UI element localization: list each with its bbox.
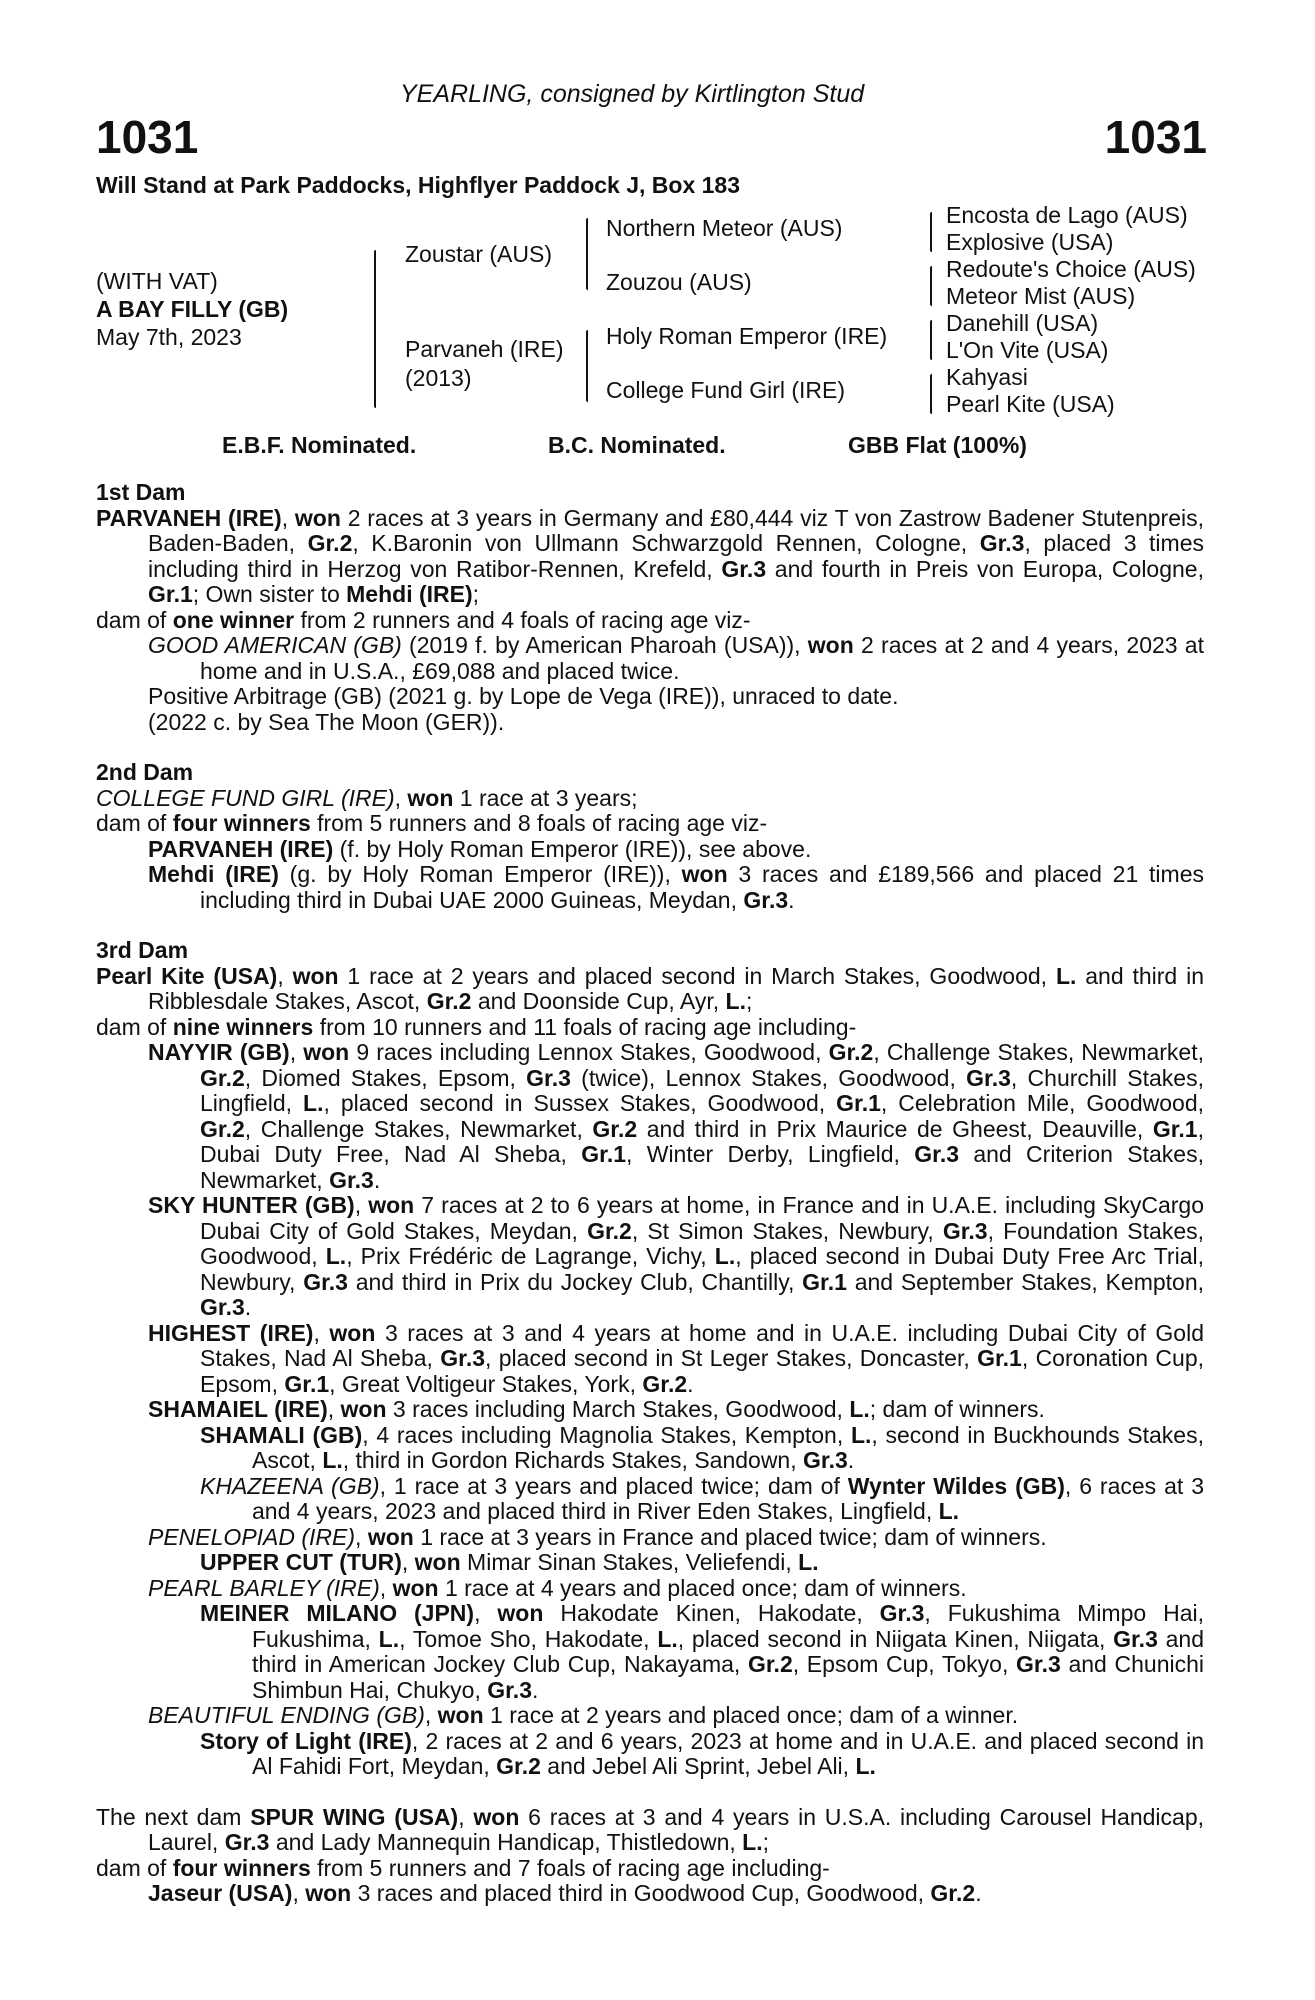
dam3-produce-summary: dam of nine winners from 10 runners and 11 foals of racing age including- [96, 1013, 857, 1040]
foaling-date: May 7th, 2023 [96, 324, 242, 350]
dam3-heading: 3rd Dam [96, 937, 189, 963]
grandparent-6: L'On Vite (USA) [946, 337, 1109, 363]
next-dam-produce-summary: dam of four winners from 5 runners and 7 foals of racing age including- [96, 1854, 830, 1881]
grandparent-4: Meteor Mist (AUS) [946, 283, 1136, 309]
dam-dam: College Fund Girl (IRE) [606, 377, 846, 403]
brace-main [374, 250, 376, 408]
dam3-produce-4: SHAMAIEL (IRE), won 3 races including March Stakes, Goodwood, L.; dam of winners. [148, 1396, 1045, 1422]
dam3-record: Pearl Kite (USA), won 1 race at 2 years and placed second in March Stakes, Goodwood, L. and third in Ribblesdale Stakes, Ascot, Gr.2 and Doonside Cup, Ayr, L.; [96, 962, 1204, 1014]
dam3-produce-2: SKY HUNTER (GB), won 7 races at 2 to 6 years at home, in France and in U.A.E. including SkyCargo Dubai City of Gold Stakes, Meydan, Gr.2, St Simon Stakes, Newbury, Gr.3, Foundation Stakes, Goodwood, L., Prix Frédéric de Lagrange, Vichy, L., placed second in Dubai Duty Free Arc Trial, Newbury, Gr.3 and third in Prix du Jockey Club, Chantilly, Gr.1 and September Stakes, Kempton, Gr.3. [148, 1192, 1205, 1320]
next-dam-record: The next dam SPUR WING (USA), won 6 races at 3 and 4 years in U.S.A. including Carousel Handicap, Laurel, Gr.3 and Lady Mannequin Handicap, Thistledown, L.; [96, 1803, 1205, 1855]
dam2-record: COLLEGE FUND GIRL (IRE), won 1 race at 3 years; [96, 784, 638, 811]
dam3-grandproduce-3: UPPER CUT (TUR), won Mimar Sinan Stakes, Veliefendi, L. [200, 1549, 819, 1575]
brace-g12 [930, 212, 932, 252]
grandparent-8: Pearl Kite (USA) [946, 391, 1115, 417]
dam3-grandproduce-5: Story of Light (IRE), 2 races at 2 and 6 years, 2023 at home and in U.A.E. and placed second in Al Fahidi Fort, Meydan, Gr.2 and Jebel Ali Sprint, Jebel Ali, L. [200, 1727, 1204, 1779]
dam1-heading: 1st Dam [96, 479, 186, 505]
lot-number-left: 1031 [96, 111, 199, 163]
brace-g34 [930, 266, 932, 306]
sire-dam: Zouzou (AUS) [606, 269, 752, 295]
dam2-heading: 2nd Dam [96, 759, 194, 785]
brace-dam [586, 330, 588, 402]
bc-nomination: B.C. Nominated. [548, 432, 726, 458]
dam1-record: PARVANEH (IRE), won 2 races at 3 years in Germany and £80,444 viz T von Zastrow Badener Stutenpreis, Baden-Baden, Gr.2, K.Baronin von Ullmann Schwarzgold Rennen, Cologne, Gr.3, placed 3 times including third in Herzog von Ratibor-Rennen, Krefeld, Gr.3 and fourth in Preis von Europa, Cologne, Gr.1; Own sister to Mehdi (IRE); [96, 504, 1204, 607]
dam2-produce-1: PARVANEH (IRE) (f. by Holy Roman Emperor (IRE)), see above. [148, 835, 812, 862]
grandparent-7: Kahyasi [946, 364, 1028, 390]
grandparent-2: Explosive (USA) [946, 229, 1114, 255]
dam1-produce-1: GOOD AMERICAN (GB) (2019 f. by American Pharoah (USA)), won 2 races at 2 and 4 years, 2023 at home and in U.S.A., £69,088 and placed twice. [148, 632, 1204, 684]
grandparent-5: Danehill (USA) [946, 310, 1099, 336]
dam3-grandproduce-2: KHAZEENA (GB), 1 race at 3 years and placed twice; dam of Wynter Wildes (GB), 6 races at 3 and 4 years, 2023 and placed third in River Eden Stakes, Lingfield, L. [200, 1472, 1204, 1524]
stand-location: Will Stand at Park Paddocks, Highflyer Paddock J, Box 183 [96, 172, 740, 198]
brace-g56 [930, 320, 932, 360]
brace-g78 [930, 374, 932, 414]
lot-number-right: 1031 [1104, 111, 1207, 163]
dam3-grandproduce-4: MEINER MILANO (JPN), won Hakodate Kinen, Hakodate, Gr.3, Fukushima Mimpo Hai, Fukushima, L., Tomoe Sho, Hakodate, L., placed second in Niigata Kinen, Niigata, Gr.3 and third in American Jockey Club Cup, Nakayama, Gr.2, Epsom Cup, Tokyo, Gr.3 and Chunichi Shimbun Hai, Chukyo, Gr.3. [200, 1600, 1205, 1703]
dam3-produce-6: PEARL BARLEY (IRE), won 1 race at 4 years and placed once; dam of winners. [148, 1574, 967, 1601]
dam2-produce-2: Mehdi (IRE) (g. by Holy Roman Emperor (IRE)), won 3 races and £189,566 and placed 21 times including third in Dubai UAE 2000 Guineas, Meydan, Gr.3. [148, 861, 1204, 913]
dam1-produce-2: Positive Arbitrage (GB) (2021 g. by Lope de Vega (IRE)), unraced to date. [148, 683, 899, 709]
dam-year: (2013) [405, 365, 472, 391]
ebf-nomination: E.B.F. Nominated. [222, 432, 417, 458]
horse-name: A BAY FILLY (GB) [96, 296, 289, 322]
dam3-produce-5: PENELOPIAD (IRE), won 1 race at 3 years in France and placed twice; dam of winners. [148, 1523, 1047, 1550]
dam3-produce-1: NAYYIR (GB), won 9 races including Lennox Stakes, Goodwood, Gr.2, Challenge Stakes, Newmarket, Gr.2, Diomed Stakes, Epsom, Gr.3 (twice), Lennox Stakes, Goodwood, Gr.3, Churchill Stakes, Lingfield, L., placed second in Sussex Stakes, Goodwood, Gr.1, Celebration Mile, Goodwood, Gr.2, Challenge Stakes, Newmarket, Gr.2 and third in Prix Maurice de Gheest, Deauville, Gr.1, Dubai Duty Free, Nad Al Sheba, Gr.1, Winter Derby, Lingfield, Gr.3 and Criterion Stakes, Newmarket, Gr.3. [148, 1039, 1205, 1193]
dam3-produce-7: BEAUTIFUL ENDING (GB), won 1 race at 2 years and placed once; dam of a winner. [148, 1702, 1019, 1728]
catalogue-body [96, 480, 1204, 1907]
sire-name: Zoustar (AUS) [405, 241, 552, 267]
gbb-flat: GBB Flat (100%) [848, 432, 1027, 458]
next-dam-produce-1: Jaseur (USA), won 3 races and placed third in Goodwood Cup, Goodwood, Gr.2. [148, 1880, 982, 1906]
vat-note: (WITH VAT) [96, 268, 218, 294]
dam1-produce-summary: dam of one winner from 2 runners and 4 foals of racing age viz- [96, 606, 751, 633]
dam3-grandproduce-1: SHAMALI (GB), 4 races including Magnolia Stakes, Kempton, L., second in Buckhounds Stakes, Ascot, L., third in Gordon Richards Stakes, Sandown, Gr.3. [200, 1421, 1204, 1473]
dam3-produce-3: HIGHEST (IRE), won 3 races at 3 and 4 years at home and in U.A.E. including Dubai City of Gold Stakes, Nad Al Sheba, Gr.3, placed second in St Leger Stakes, Doncaster, Gr.1, Coronation Cup, Epsom, Gr.1, Great Voltigeur Stakes, York, Gr.2. [148, 1319, 1205, 1397]
brace-sire [586, 218, 588, 290]
dam-name: Parvaneh (IRE) [405, 336, 564, 362]
dam-sire: Holy Roman Emperor (IRE) [606, 323, 888, 349]
grandparent-3: Redoute's Choice (AUS) [946, 256, 1196, 282]
grandparent-1: Encosta de Lago (AUS) [946, 202, 1188, 228]
sire-sire: Northern Meteor (AUS) [606, 215, 843, 241]
consignment-line: YEARLING, consigned by Kirtlington Stud [400, 80, 865, 108]
dam2-produce-summary: dam of four winners from 5 runners and 8 foals of racing age viz- [96, 810, 768, 836]
dam1-produce-3: (2022 c. by Sea The Moon (GER)). [148, 708, 505, 735]
